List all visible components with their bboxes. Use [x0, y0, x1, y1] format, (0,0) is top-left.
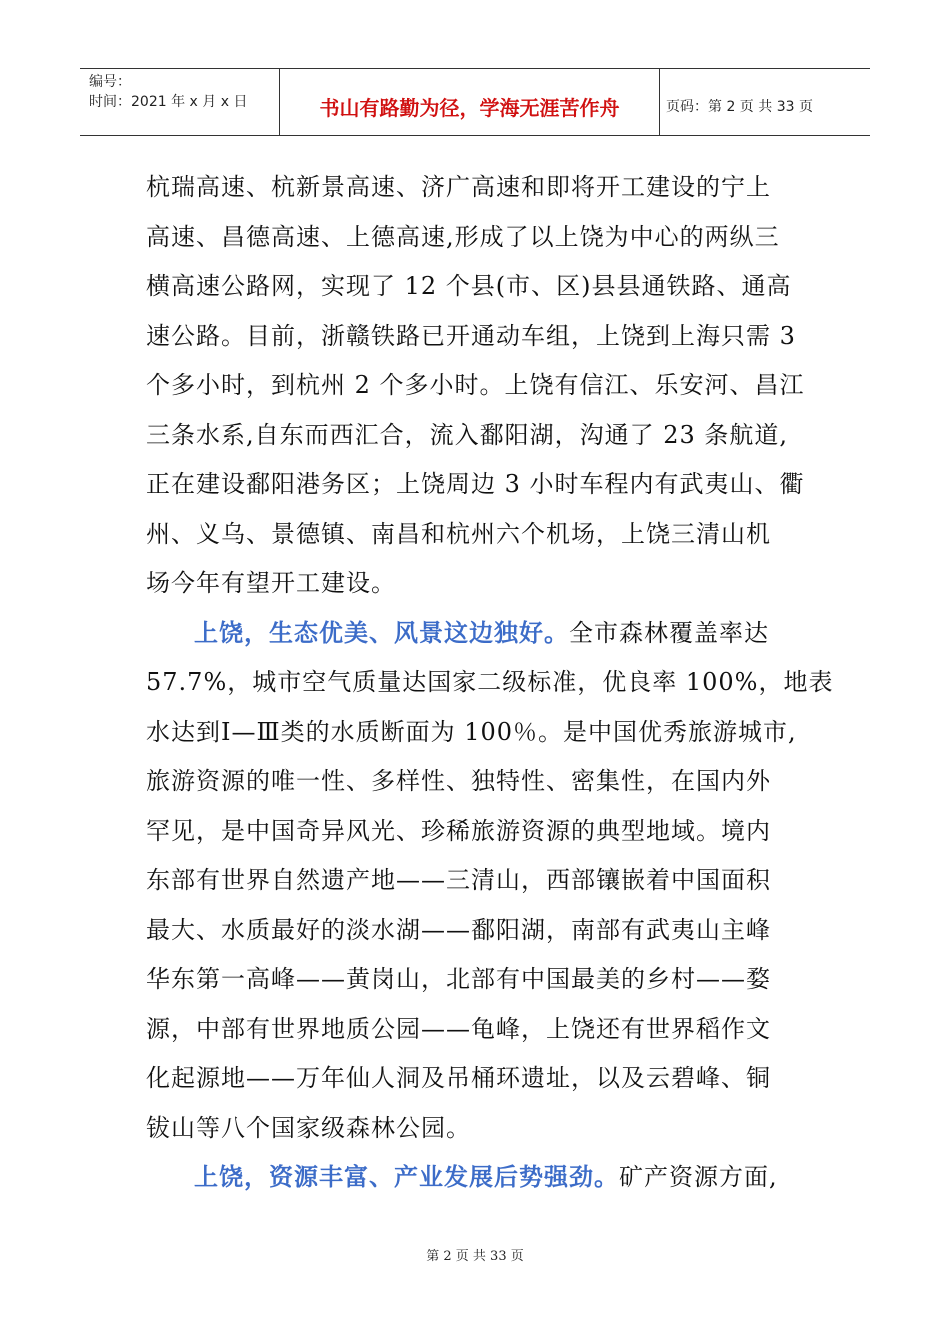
body-line: 化起源地——万年仙人洞及吊桶环遗址，以及云碧峰、铜 — [146, 1064, 771, 1092]
header-motto: 书山有路勤为径，学海无涯苦作舟 — [319, 96, 620, 120]
body-line: 正在建设鄱阳港务区；上饶周边 3 小时车程内有武夷山、衢 — [146, 470, 805, 498]
page-header — [80, 68, 870, 136]
body-line: 源，中部有世界地质公园——龟峰，上饶还有世界稻作文 — [146, 1015, 771, 1043]
body-line: 水达到Ⅰ—Ⅲ类的水质断面为 100％。是中国优秀旅游城市, — [146, 718, 797, 746]
body-line: 三条水系,自东而西汇合，流入鄱阳湖，沟通了 23 条航道, — [146, 421, 789, 449]
body-line: 个多小时，到杭州 2 个多小时。上饶有信江、乐安河、昌江 — [146, 371, 805, 399]
body-line: 高速、昌德高速、上德高速,形成了以上饶为中心的两纵三 — [146, 223, 780, 251]
body-line: 州、义乌、景德镇、南昌和杭州六个机场，上饶三清山机 — [146, 520, 771, 548]
page-footer: 第 2 页 共 33 页 — [426, 1249, 524, 1264]
body-line: 旅游资源的唯一性、多样性、独特性、密集性，在国内外 — [146, 767, 771, 795]
body-line: 华东第一高峰——黄岗山，北部有中国最美的乡村——婺 — [146, 965, 771, 993]
header-page-cell — [660, 69, 870, 135]
body-line: 钹山等八个国家级森林公园。 — [146, 1114, 471, 1142]
body-line: 横高速公路网，实现了 12 个县(市、区)县县通铁路、通高 — [146, 272, 792, 300]
document-date-label: 时间：2021 年 x 月 x 日 — [89, 94, 248, 110]
header-meta-cell — [80, 69, 280, 135]
body-text: 矿产资源方面, — [619, 1163, 778, 1191]
header-page-info: 页码：第 2 页 共 33 页 — [666, 99, 813, 115]
body-line: 场今年有望开工建设。 — [146, 569, 396, 597]
body-line: 速公路。目前，浙赣铁路已开通动车组，上饶到上海只需 3 — [146, 322, 796, 350]
body-line: 杭瑞高速、杭新景高速、济广高速和即将开工建设的宁上 — [146, 173, 771, 201]
body-line: 最大、水质最好的淡水湖——鄱阳湖，南部有武夷山主峰 — [146, 916, 771, 944]
body-line: 东部有世界自然遗产地——三清山，西部镶嵌着中国面积 — [146, 866, 771, 894]
document-number-label: 编号： — [89, 74, 131, 90]
paragraph-first-line — [194, 618, 769, 648]
section-heading-resources: 上饶，资源丰富、产业发展后势强劲。 — [194, 1162, 619, 1191]
section-heading-ecology: 上饶，生态优美、风景这边独好。 — [194, 618, 569, 647]
header-motto-cell — [280, 69, 660, 135]
body-line: 57.7%，城市空气质量达国家二级标准，优良率 100%，地表 — [146, 668, 834, 696]
body-text: 全市森林覆盖率达 — [569, 619, 769, 647]
paragraph-first-line — [194, 1162, 778, 1192]
body-line: 罕见，是中国奇异风光、珍稀旅游资源的典型地域。境内 — [146, 817, 771, 845]
